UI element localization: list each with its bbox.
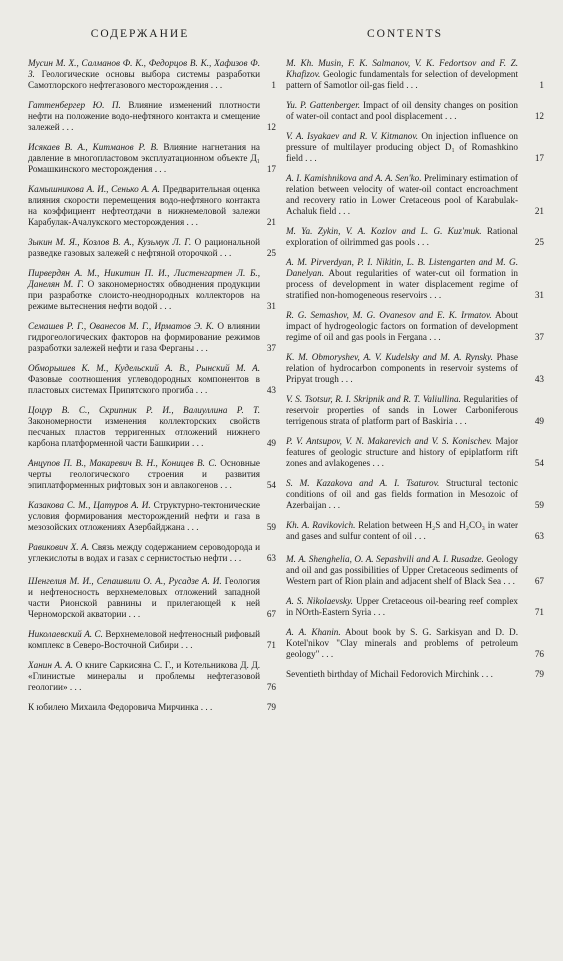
- entry-authors: S. M. Kazakova and A. I. Tsaturov.: [286, 478, 440, 488]
- contents-column-ru: [28, 58, 276, 722]
- toc-entry-en: [286, 173, 544, 217]
- entry-page-number: 25: [534, 237, 544, 247]
- leader-dots: . . .: [371, 607, 385, 617]
- entry-page-number: 37: [534, 332, 544, 342]
- entry-page-number: 63: [534, 531, 544, 541]
- entry-page-number: 43: [266, 385, 276, 395]
- entry-page-number: 71: [534, 607, 544, 617]
- entry-title: Rational exploration of oilrimmed gas pools: [286, 226, 518, 247]
- toc-entry-en: [286, 669, 544, 680]
- leader-dots: . . .: [336, 206, 351, 216]
- entry-title: Upper Cretaceous oil-bearing reef complex in NOrth-Eastern Syria: [286, 596, 519, 617]
- entry-page-number: 54: [266, 480, 276, 490]
- entry-authors: V. S. Tsotsur, R. I. Skripnik and R. T. Valiullina.: [286, 394, 461, 404]
- toc-entry-en: [286, 554, 544, 587]
- entry-title: About regularities of water-cut oil formation in process of development in water displacement regime of stratified non-homogeneous reservoirs: [286, 268, 519, 300]
- leader-dots: . . .: [157, 301, 172, 311]
- toc-entry-ru: [28, 268, 276, 312]
- entry-authors: M. A. Shenghelia, O. A. Sepashvili and A. I. Rusadze.: [286, 554, 484, 564]
- entry-authors: A. I. Kamishnikova and A. A. Sen'ko.: [286, 173, 422, 183]
- leader-dots: . . .: [218, 480, 232, 490]
- entry-authors: Анцупов П. В., Макаревич В. Н., Коницев В. С.: [28, 458, 217, 468]
- toc-entry-ru: [28, 576, 276, 620]
- entry-title: Phase relation of hydrocarbon components in reservoir systems of Pripyat trough: [286, 352, 518, 384]
- leader-dots: . . .: [152, 164, 167, 174]
- entry-title: Закономерности изменения коллекторских свойств песчаных пластов терригенных отложений нижнего карбона платформенной части Башкирии: [28, 416, 260, 448]
- leader-dots: . . .: [412, 531, 426, 541]
- entry-page-number: 21: [266, 217, 276, 227]
- toc-entry-en: [286, 257, 544, 301]
- leader-dots: . . .: [184, 217, 198, 227]
- leader-dots: . . .: [208, 80, 223, 90]
- toc-entry-en: [286, 627, 544, 660]
- leader-dots: . . .: [67, 682, 82, 692]
- toc-entry-ru: [28, 542, 276, 564]
- entry-title: Preliminary estimation of relation between velocity of water-oil contact encroachment and recovery ratio in Lower Cretaceous pool of Karabulak-Achaluk field: [286, 173, 518, 216]
- entry-authors: Ханин А. А.: [28, 660, 74, 670]
- entry-page-number: 76: [266, 682, 276, 692]
- leader-dots: . . .: [193, 385, 208, 395]
- entry-title: Structural tectonic conditions of oil and gas fields formation in Mesozoic of Azerbaijan: [286, 478, 518, 510]
- entry-title: Impact of oil density changes on position of water-oil contact and pool displacement: [286, 100, 518, 121]
- entry-page-number: 49: [266, 438, 276, 448]
- leader-dots: . . .: [338, 374, 353, 384]
- toc-entry-ru: [28, 184, 276, 228]
- leader-dots: . . .: [227, 553, 242, 563]
- entry-authors: Цоцур В. С., Скрипник Р. И., Валиуллина Р. Т.: [28, 405, 260, 415]
- entry-page-number: 43: [534, 374, 544, 384]
- entry-authors: Гаттенбергер Ю. П.: [28, 100, 121, 110]
- toc-entry-ru: [28, 100, 276, 133]
- leader-dots: . . .: [126, 609, 141, 619]
- entry-title: К юбилею Михаила Федоровича Мирчинка: [28, 702, 199, 712]
- entry-title: About impact of hydrogeologic factors on formation of development regime of oil and gas pools in Fergana: [286, 310, 518, 342]
- toc-entry-ru: [28, 142, 276, 175]
- contents-column-en: [286, 58, 544, 689]
- leader-dots: . . .: [198, 702, 213, 712]
- entry-page-number: 1: [539, 80, 544, 90]
- entry-authors: Семашев Р. Г., Ованесов М. Г., Ирматов Э. К.: [28, 321, 215, 331]
- leader-dots: . . .: [178, 640, 193, 650]
- entry-page-number: 67: [534, 576, 544, 586]
- toc-entry-ru: [28, 660, 276, 693]
- entry-authors: Yu. P. Gattenberger.: [286, 100, 361, 110]
- entry-title: Связь между содержанием сероводорода и углекислоты в водах и газах с сернистостью нефти: [28, 542, 260, 563]
- toc-entry-ru: [28, 363, 276, 396]
- entry-title: О закономерностях обводнения продукции при разработке слоисто-неоднородных коллекторов на режиме вытеснения нефти водой: [28, 279, 260, 311]
- leader-dots: . . .: [326, 500, 341, 510]
- toc-entry-en: [286, 520, 544, 542]
- entry-authors: A. A. Khanin.: [286, 627, 341, 637]
- leader-dots: . . .: [194, 343, 208, 353]
- leader-dots: . . .: [452, 416, 467, 426]
- entry-title: Major features of geologic structure and history of epiplatform rift zones and avlakogenes: [286, 436, 518, 468]
- entry-authors: Исякаев В. А., Китманов Р. В.: [28, 142, 159, 152]
- entry-authors: R. G. Semashov, M. G. Ovanesov and E. K. Irmatov.: [286, 310, 492, 320]
- leader-dots: . . .: [426, 332, 441, 342]
- toc-entry-en: [286, 394, 544, 427]
- entry-page-number: 31: [266, 301, 276, 311]
- entry-title: Основные черты геологического строения и развития эпиплатформенных рифтовых зон и авлакогенов: [28, 458, 261, 490]
- entry-title: Геологические основы выбора системы разработки Самотлорского нефтегазового месторождения: [28, 69, 261, 90]
- entry-authors: Пирвердян А. М., Никитин П. И., Листенгартен Л. Б., Данелян М. Г.: [28, 268, 260, 289]
- entry-authors: A. S. Nikolaevsky.: [286, 596, 353, 606]
- entry-page-number: 17: [266, 164, 276, 174]
- entry-page-number: 76: [534, 649, 544, 659]
- toc-entry-en: [286, 596, 544, 618]
- toc-entry-en: [286, 352, 544, 385]
- entry-title: Geology and oil and gas possibilities of Upper Cretaceous sediments of Western part of Rion plain and adjacent shelf of Black Sea: [286, 554, 518, 586]
- entry-page-number: 12: [534, 111, 544, 121]
- heading-en: CONTENTS: [366, 28, 444, 40]
- entry-authors: Равикович Х. А.: [28, 542, 90, 552]
- toc-entry-ru: [28, 629, 276, 651]
- entry-authors: M. Ya. Zykin, V. A. Kozlov and L. G. Kuz'muk.: [286, 226, 482, 236]
- entry-page-number: 21: [534, 206, 544, 216]
- entry-authors: Kh. A. Ravikovich.: [286, 520, 356, 530]
- leader-dots: . . .: [415, 237, 429, 247]
- toc-entry-ru: [28, 405, 276, 449]
- heading-ru: СОДЕРЖАНИЕ: [90, 28, 190, 40]
- toc-entry-ru: [28, 702, 276, 713]
- entry-page-number: 63: [266, 553, 276, 563]
- entry-title: Геология и нефтеносность верхнемеловых отложений западной части Рионской равнины и прилегающей к ней Черноморской акватории: [28, 576, 261, 619]
- entry-authors: Зыкин М. Я., Козлов В. А., Кузьмук Л. Г.: [28, 237, 192, 247]
- leader-dots: . . .: [184, 522, 199, 532]
- entry-authors: Камышникова А. И., Сенько А. А.: [28, 184, 160, 194]
- leader-dots: . . .: [427, 290, 442, 300]
- entry-title: Структурно-тектонические условия формирования месторождений нефти и газа в мезозойских отложениях Азербайджана: [28, 500, 261, 532]
- entry-title: Верхнемеловой нефтеносный рифовый комплекс в Северо-Восточной Сибири: [28, 629, 260, 650]
- entry-authors: Мусин М. Х., Салманов Ф. К., Федорцов В. К., Хафизов Ф. З.: [28, 58, 260, 79]
- entry-title: О книге Саркисяна С. Г., и Котельникова Д. Д. «Глинистые минералы и проблемы нефтегазовой геологии»: [28, 660, 261, 692]
- entry-page-number: 25: [266, 248, 276, 258]
- entry-authors: A. M. Pirverdyan, P. I. Nikitin, L. B. Listengarten and M. G. Danelyan.: [286, 257, 518, 278]
- toc-entry-ru: [28, 321, 276, 354]
- entry-page-number: 49: [534, 416, 544, 426]
- entry-title: On injection influence on pressure of multilayer producing object D₁ of Romashkino field: [286, 131, 519, 163]
- leader-dots: . . .: [442, 111, 457, 121]
- leader-dots: . . .: [479, 669, 493, 679]
- entry-title: Влияние нагнетания на давление в многопластовом эксплуатационном объекте Д₁ Ромашкинского месторождения: [28, 142, 260, 174]
- entry-authors: Николаевский А. С.: [28, 629, 103, 639]
- leader-dots: . . .: [59, 122, 74, 132]
- entry-page-number: 79: [534, 669, 544, 679]
- entry-page-number: 54: [534, 458, 544, 468]
- entry-authors: Казакова С. М., Цатуров А. И.: [28, 500, 151, 510]
- toc-entry-en: [286, 478, 544, 511]
- entry-authors: Шенгелия М. И., Сепашвили О. А., Русадзе А. И.: [28, 576, 222, 586]
- leader-dots: . . .: [189, 438, 204, 448]
- toc-entry-ru: [28, 458, 276, 491]
- entry-page-number: 37: [266, 343, 276, 353]
- leader-dots: . . .: [501, 576, 515, 586]
- entry-page-number: 17: [534, 153, 544, 163]
- entry-page-number: 79: [266, 702, 276, 712]
- toc-entry-en: [286, 226, 544, 248]
- entry-title: About book by S. G. Sarkisyan and D. D. Kotel'nikov "Clay minerals and problems of petroleum geology": [286, 627, 518, 659]
- entry-authors: Обморышев К. М., Кудельский А. В., Рынский М. А.: [28, 363, 260, 373]
- toc-entry-en: [286, 310, 544, 343]
- toc-entry-en: [286, 131, 544, 164]
- entry-page-number: 67: [266, 609, 276, 619]
- entry-title: Regularities of reservoir properties of sands in Lower Carboniferous terrigenous strata of platform part of Baskiria: [286, 394, 518, 426]
- entry-authors: K. M. Obmoryshev, A. V. Kudelsky and M. A. Rynsky.: [286, 352, 493, 362]
- entry-page-number: 1: [271, 80, 276, 90]
- entry-page-number: 59: [534, 500, 544, 510]
- entry-title: Relation between H₂S and H₂CO₃ in water and gases and sulfur content of oil: [286, 520, 519, 541]
- leader-dots: . . .: [302, 153, 317, 163]
- leader-dots: . . .: [217, 248, 232, 258]
- entry-authors: V. A. Isyakaev and R. V. Kitmanov.: [286, 131, 419, 141]
- entry-title: Geologic fundamentals for selection of development pattern of Samotlor oil-gas field: [286, 69, 519, 90]
- toc-entry-ru: [28, 58, 276, 91]
- entry-authors: M. Kh. Musin, F. K. Salmanov, V. K. Fedortsov and F. Z. Khafizov.: [286, 58, 518, 79]
- entry-page-number: 31: [534, 290, 544, 300]
- leader-dots: . . .: [403, 80, 418, 90]
- entry-title: Seventieth birthday of Michail Fedorovich Mirchink: [286, 669, 480, 679]
- entry-title: Влияние изменений плотности нефти на положение водо-нефтяного контакта и смещение залежей: [28, 100, 261, 132]
- toc-entry-en: [286, 58, 544, 91]
- entry-page-number: 59: [266, 522, 276, 532]
- entry-page-number: 12: [266, 122, 276, 132]
- entry-page-number: 71: [266, 640, 276, 650]
- toc-entry-ru: [28, 500, 276, 533]
- toc-entry-en: [286, 436, 544, 469]
- entry-authors: P. V. Antsupov, V. N. Makarevich and V. S. Konischev.: [286, 436, 493, 446]
- entry-title: О рациональной разведке газовых залежей с нефтяной оторочкой: [28, 237, 261, 258]
- leader-dots: . . .: [319, 649, 334, 659]
- entry-title: О влиянии гидрогеологических факторов на формирование режимов разработки залежей нефти и газа Ферганы: [28, 321, 260, 353]
- entry-title: Фазовые соотношения углеводородных компонентов в пластовых системах Припятского прогиба: [28, 374, 260, 395]
- entry-title: Предварительная оценка влияния скорости перемещения водо-нефтяного контакта на коэффициент нефтеотдачи в нижнемеловой залежи Карабулак-Ачалукского месторождения: [28, 184, 260, 227]
- toc-entry-ru: [28, 237, 276, 259]
- leader-dots: . . .: [370, 458, 384, 468]
- toc-entry-en: [286, 100, 544, 122]
